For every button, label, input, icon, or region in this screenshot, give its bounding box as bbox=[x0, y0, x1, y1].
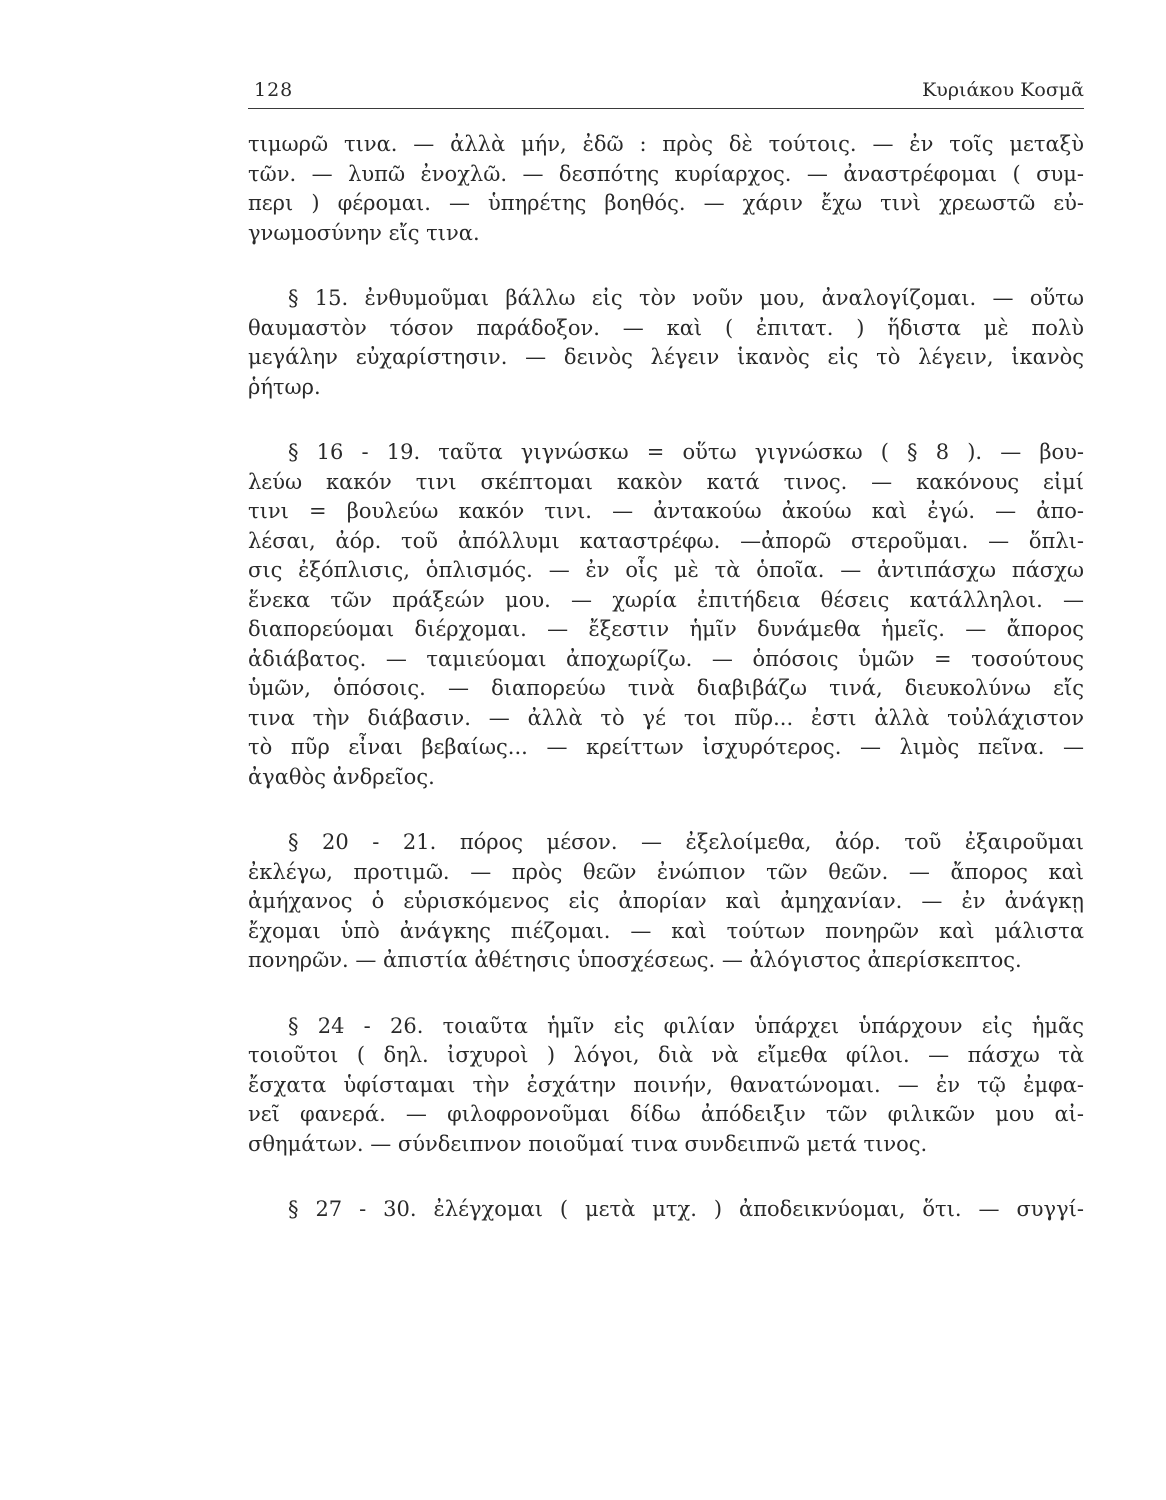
running-head bbox=[248, 74, 1084, 109]
text-line: διαπορεύομαι διέρχομαι. — ἔξεστιν ἡμῖν δυνάμεθα ἡμεῖς. — ἄπορος bbox=[248, 617, 1084, 641]
text-line: ῥήτωρ. bbox=[248, 374, 321, 399]
paragraph-1 bbox=[248, 130, 1084, 248]
text-line: σθημάτων. — σύνδειπνον ποιοῦμαί τινα συνδειπνῶ μετά τινος. bbox=[248, 1131, 928, 1156]
text-line: θαυμαστὸν τόσον παράδοξον. — καὶ ( ἐπιτατ. ) ἥδιστα μὲ πολὺ bbox=[248, 315, 1084, 340]
text-line: λέσαι, ἀόρ. τοῦ ἀπόλλυμι καταστρέφω. —ἀπορῶ στεροῦμαι. — ὅπλι- bbox=[248, 528, 1084, 553]
running-title: Κυριάκου Κοσμᾶ bbox=[922, 79, 1084, 101]
text-line: τιμωρῶ τινα. — ἀλλὰ μήν, ἐδῶ : πρὸς δὲ τούτοις. — ἐν τοῖς μεταξὺ bbox=[248, 132, 1084, 156]
text-line: λεύω κακόν τινι σκέπτομαι κακὸν κατά τινος. — κακόνους εἰμί bbox=[248, 469, 1084, 494]
text-line: § 20 - 21. πόρος μέσον. — ἐξελοίμεθα, ἀόρ. τοῦ ἐξαιροῦμαι bbox=[288, 830, 1084, 854]
text-line: § 24 - 26. τοιαῦτα ἡμῖν εἰς φιλίαν ὑπάρχει ὑπάρχουν εἰς ἡμᾶς bbox=[288, 1013, 1084, 1038]
text-line: τῶν. — λυπῶ ἐνοχλῶ. — δεσπότης κυρίαρχος. — ἀναστρέφομαι ( συμ- bbox=[248, 161, 1084, 186]
text-line: μεγάλην εὐχαρίστησιν. — δεινὸς λέγειν ἱκανὸς εἰς τὸ λέγειν, ἱκανὸς bbox=[248, 345, 1084, 369]
text-line: τινι = βουλεύω κακόν τινι. — ἀντακούω ἀκούω καὶ ἐγώ. — ἀπο- bbox=[248, 499, 1084, 523]
text-line: περι ) φέρομαι. — ὑπηρέτης βοηθός. — χάριν ἔχω τινὶ χρεωστῶ εὐ- bbox=[248, 191, 1084, 215]
text-line: νεῖ φανερά. — φιλοφρονοῦμαι δίδω ἀπόδειξιν τῶν φιλικῶν μου αἰ- bbox=[248, 1102, 1084, 1126]
paragraph-section-15 bbox=[248, 284, 1084, 402]
page-number: 128 bbox=[254, 79, 294, 101]
text-body bbox=[248, 130, 1084, 1261]
text-line: τοιοῦτοι ( δηλ. ἰσχυροὶ ) λόγοι, διὰ νὰ εἴμεθα φίλοι. — πάσχω τὰ bbox=[248, 1043, 1084, 1067]
text-line: § 16 - 19. ταῦτα γιγνώσκω = οὕτω γιγνώσκω ( § 8 ). — βου- bbox=[288, 440, 1084, 464]
text-line: § 15. ἐνθυμοῦμαι βάλλω εἰς τὸν νοῦν μου, ἀναλογίζομαι. — οὕτω bbox=[288, 286, 1084, 310]
text-line: σις ἐξόπλισις, ὁπλισμός. — ἐν οἷς μὲ τὰ ὁποῖα. — ἀντιπάσχω πάσχω bbox=[248, 558, 1084, 582]
text-line: ἀμήχανος ὁ εὑρισκόμενος εἰς ἀπορίαν καὶ ἀμηχανίαν. — ἐν ἀνάγκῃ bbox=[248, 889, 1084, 913]
paragraph-section-24-26 bbox=[248, 1012, 1084, 1160]
text-line: ἀγαθὸς ἀνδρεῖος. bbox=[248, 764, 435, 789]
text-line: πονηρῶν. — ἀπιστία ἀθέτησις ὑποσχέσεως. — ἀλόγιστος ἀπερίσκεπτος. bbox=[248, 948, 1022, 972]
text-line: τὸ πῦρ εἶναι βεβαίως... — κρείττων ἰσχυρότερος. — λιμὸς πεῖνα. — bbox=[248, 735, 1084, 759]
text-line: γνωμοσύνην εἴς τινα. bbox=[248, 220, 480, 245]
paragraph-section-27-30 bbox=[248, 1195, 1084, 1225]
text-line: τινα τὴν διάβασιν. — ἀλλὰ τὸ γέ τοι πῦρ... ἐστι ἀλλὰ τοὐλάχιστον bbox=[248, 705, 1084, 730]
text-line: ἔχομαι ὑπὸ ἀνάγκης πιέζομαι. — καὶ τούτων πονηρῶν καὶ μάλιστα bbox=[248, 918, 1084, 943]
text-line: § 27 - 30. ἐλέγχομαι ( μετὰ μτχ. ) ἀποδεικνύομαι, ὅτι. — συγγί- bbox=[288, 1197, 1084, 1221]
text-line: ὑμῶν, ὁπόσοις. — διαπορεύω τινὰ διαβιβάζω τινά, διευκολύνω εἴς bbox=[248, 676, 1084, 700]
text-line: ἕνεκα τῶν πράξεών μου. — χωρία ἐπιτήδεια θέσεις κατάλληλοι. — bbox=[248, 587, 1084, 612]
paragraph-section-20-21 bbox=[248, 828, 1084, 976]
text-line: ἐκλέγω, προτιμῶ. — πρὸς θεῶν ἐνώπιον τῶν θεῶν. — ἄπορος καὶ bbox=[248, 859, 1084, 884]
text-line: ἀδιάβατος. — ταμιεύομαι ἀποχωρίζω. — ὁπόσοις ὑμῶν = τοσούτους bbox=[248, 646, 1084, 671]
text-line: ἔσχατα ὑφίσταμαι τὴν ἐσχάτην ποινήν, θανατώνομαι. — ἐν τῷ ἐμφα- bbox=[248, 1072, 1084, 1097]
paragraph-section-16-19 bbox=[248, 438, 1084, 792]
